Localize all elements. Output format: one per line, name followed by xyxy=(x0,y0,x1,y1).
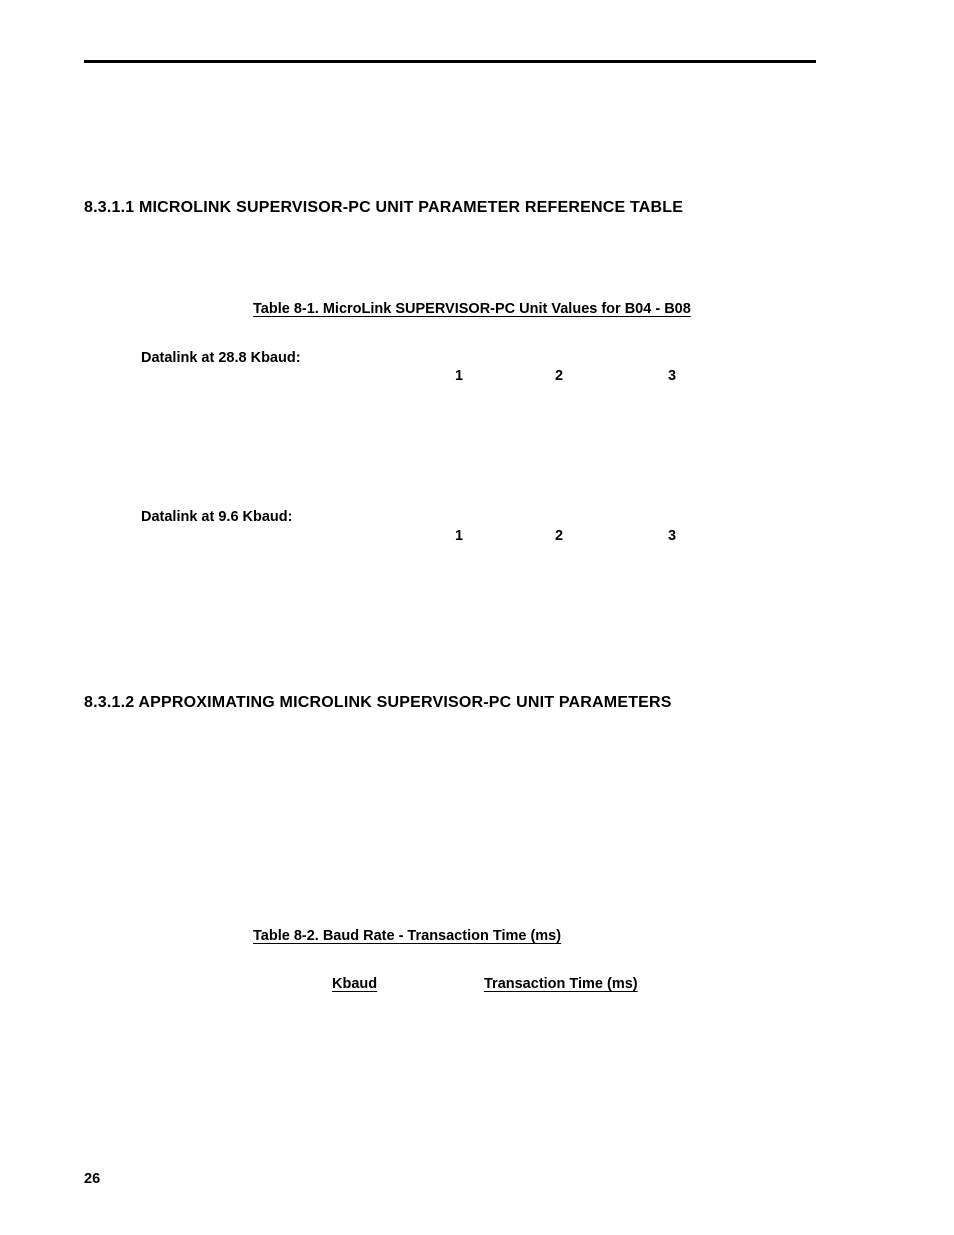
section-heading-8-3-1-2: 8.3.1.2 APPROXIMATING MICROLINK SUPERVISOR-PC UNIT PARAMETERS xyxy=(84,694,672,711)
column-header-1: 1 xyxy=(455,528,464,544)
column-header-3: 3 xyxy=(668,368,677,384)
datalink-9-6-label: Datalink at 9.6 Kbaud: xyxy=(141,509,293,525)
transaction-time-column-header: Transaction Time (ms) xyxy=(484,976,638,992)
table-8-2-caption: Table 8-2. Baud Rate - Transaction Time (ms) xyxy=(253,928,562,944)
page-number: 26 xyxy=(84,1171,101,1187)
section-heading-8-3-1-1: 8.3.1.1 MICROLINK SUPERVISOR-PC UNIT PARAMETER REFERENCE TABLE xyxy=(84,199,684,216)
column-header-2: 2 xyxy=(555,368,564,384)
column-header-1: 1 xyxy=(455,368,464,384)
table-8-1-caption: Table 8-1. MicroLink SUPERVISOR-PC Unit Values for B04 - B08 xyxy=(253,301,691,317)
column-header-2: 2 xyxy=(555,528,564,544)
header-rule xyxy=(84,60,816,63)
datalink-28-8-label: Datalink at 28.8 Kbaud: xyxy=(141,350,301,366)
kbaud-column-header: Kbaud xyxy=(332,976,378,992)
column-header-3: 3 xyxy=(668,528,677,544)
